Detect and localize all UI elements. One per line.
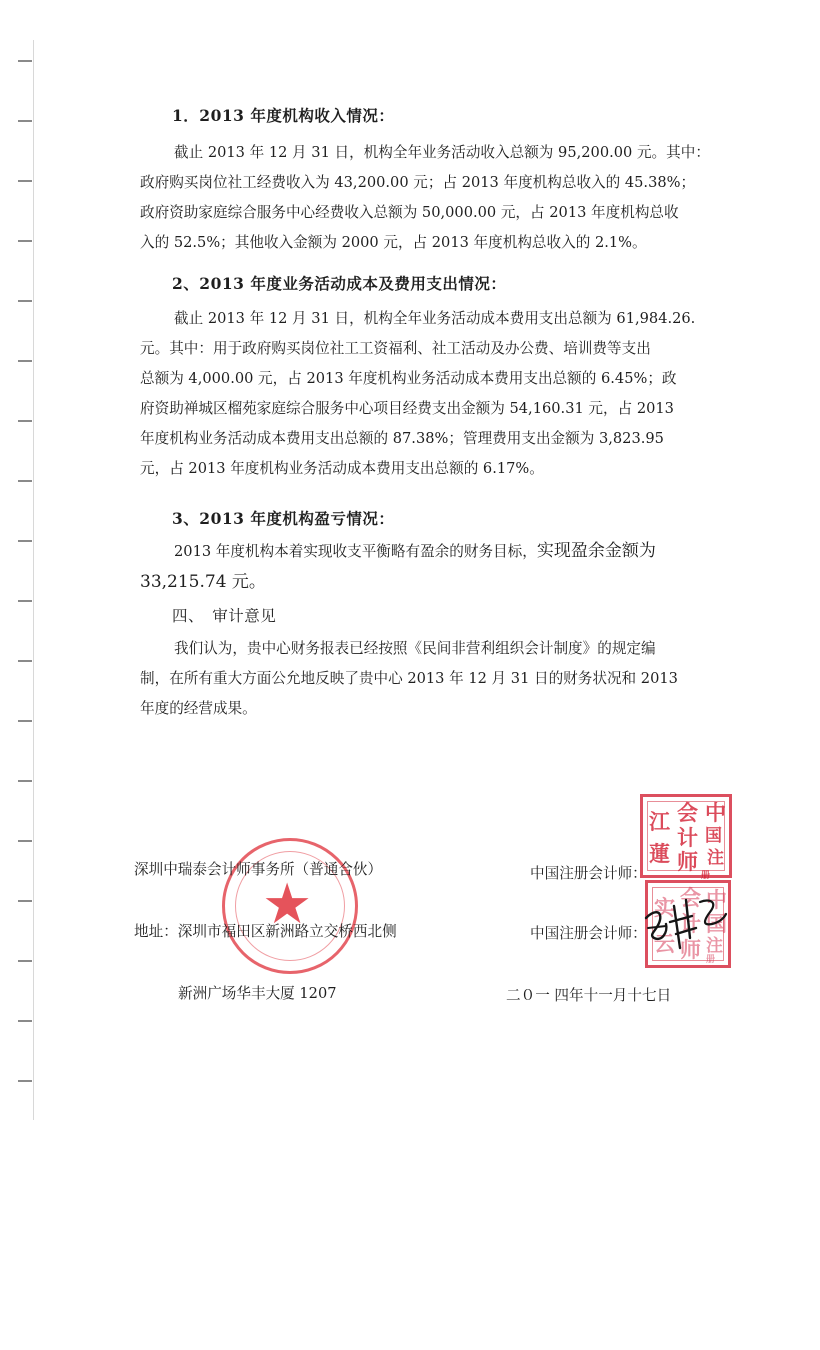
seal-char: 师 [680, 937, 701, 962]
binder-tick [18, 300, 32, 302]
seal-char: 蓮 [649, 841, 670, 866]
handwritten-signature [640, 885, 730, 958]
binder-tick [18, 600, 32, 602]
body-line: 截止 2013 年 12 月 31 日，机构全年业务活动成本费用支出总额为 61,984.26. [174, 310, 696, 327]
firm-name: 深圳中瑞泰会计师事务所（普通合伙） [134, 861, 383, 878]
section-2-heading: 2、2013 年度业务活动成本及费用支出情况： [172, 274, 507, 293]
binder-tick [18, 60, 32, 62]
binder-tick [18, 180, 32, 182]
cpa-label-2: 中国注册会计师： [530, 925, 647, 942]
body-line: 我们认为，贵中心财务报表已经按照《民间非营利组织会计制度》的规定编 [174, 640, 656, 657]
surplus-text-b: 实现盈余金额为 [536, 541, 656, 561]
seal-char: 国 [705, 826, 722, 846]
seal-char: 注 [706, 936, 723, 956]
binder-tick [18, 960, 32, 962]
body-line: 截止 2013 年 12 月 31 日，机构全年业务活动收入总额为 95,200.00 元。其中： [174, 144, 710, 161]
body-line [140, 536, 720, 567]
cpa-label-1: 中国注册会计师： [530, 865, 647, 882]
seal-char: 册 [706, 955, 716, 965]
firm-address-line-1: 地址：深圳市福田区新洲路立交桥西北侧 [134, 923, 397, 940]
body-line: 年度的经营成果。 [140, 700, 257, 717]
body-line: 制，在所有重大方面公允地反映了贵中心 2013 年 12 月 31 日的财务状况和 2013 [140, 670, 678, 687]
cpa-seal-1 [640, 794, 732, 881]
section-1-body [140, 138, 720, 258]
surplus-text-a: 2013 年度机构本着实现收支平衡略有盈余的财务目标， [174, 543, 537, 560]
section-4-body [140, 634, 720, 724]
seal-char: 计 [680, 911, 701, 936]
seal-char: 会 [680, 885, 701, 910]
report-date: 二０一 四年十一月十七日 [506, 987, 672, 1004]
seal-char: 注 [707, 848, 724, 868]
binder-tick [18, 840, 32, 842]
body-line: 政府资助家庭综合服务中心经费收入总额为 50,000.00 元，占 2013 年度机构总收 [140, 204, 679, 221]
body-line: 政府购买岗位社工经费收入为 43,200.00 元；占 2013 年度机构总收入的 45.38%； [140, 174, 696, 191]
body-line: 府资助禅城区榴苑家庭综合服务中心项目经费支出金额为 54,160.31 元，占 2013 [140, 400, 674, 417]
binder-tick [18, 480, 32, 482]
binder-tick [18, 1020, 32, 1022]
binder-edge [0, 40, 40, 1120]
binder-tick [18, 900, 32, 902]
section-3-heading: 3、2013 年度机构盈亏情况： [172, 509, 395, 528]
section-4-heading: 四、 审计意见 [172, 607, 277, 625]
seal-char: 江 [649, 809, 670, 834]
star-icon: ★ [262, 872, 313, 937]
binder-tick [18, 240, 32, 242]
seal-char: 中 [705, 800, 726, 825]
binder-tick [18, 540, 32, 542]
body-line: 总额为 4,000.00 元，占 2013 年度机构业务活动成本费用支出总额的 6.45%；政 [140, 370, 677, 387]
section-3-body [140, 536, 720, 598]
binder-tick [18, 360, 32, 362]
binder-tick [18, 120, 32, 122]
binder-tick [18, 1080, 32, 1082]
binder-tick [18, 720, 32, 722]
binder-tick [18, 780, 32, 782]
seal-char: 中 [706, 887, 727, 912]
binder-tick [18, 420, 32, 422]
body-line: 元，占 2013 年度机构业务活动成本费用支出总额的 6.17%。 [140, 460, 544, 477]
body-line: 元。其中：用于政府购买岗位社工工资福利、社工活动及办公费、培训费等支出 [140, 340, 651, 357]
section-1-heading: 1．2013 年度机构收入情况： [172, 106, 395, 125]
section-2-body [140, 304, 720, 484]
seal-char: 计 [677, 825, 698, 850]
seal-char: 云 [654, 931, 675, 956]
body-line: 年度机构业务活动成本费用支出总额的 87.38%；管理费用支出金额为 3,823.95 [140, 430, 664, 447]
binder-tick [18, 660, 32, 662]
seal-char: 册 [701, 871, 711, 881]
binder-line [33, 40, 34, 1120]
seal-char: 实 [654, 895, 675, 920]
surplus-amount: 33,215.74 元。 [140, 572, 266, 592]
firm-address-line-2: 新洲广场华丰大厦 1207 [178, 985, 337, 1002]
seal-char: 国 [706, 911, 727, 936]
seal-char: 会 [677, 800, 698, 825]
seal-char: 师 [677, 849, 698, 874]
body-line: 入的 52.5%；其他收入金额为 2000 元，占 2013 年度机构总收入的 2.1%。 [140, 234, 647, 251]
